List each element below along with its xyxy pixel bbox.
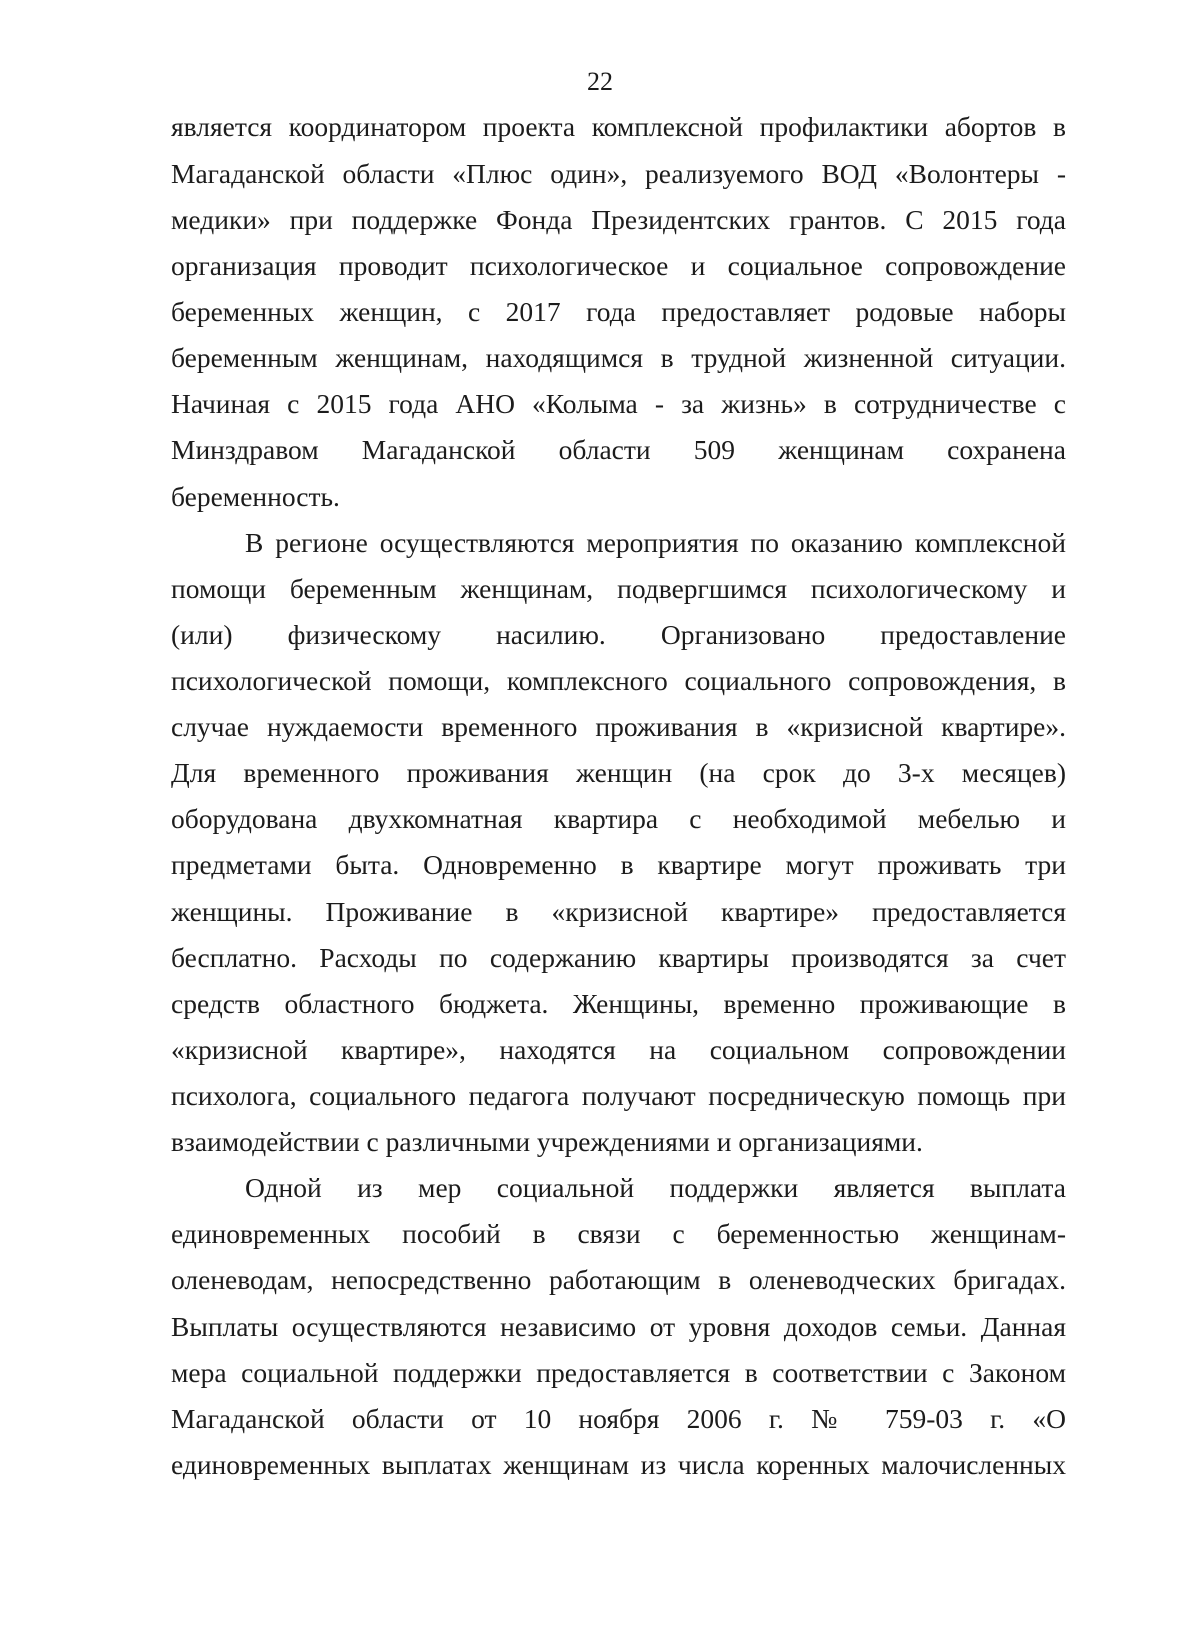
paragraph-2-line-13: психолога, социального педагога получают посредническую помощь при bbox=[171, 1080, 1066, 1111]
paragraph-2-line-2: помощи беременным женщинам, подвергшимся психологическому и bbox=[171, 573, 1066, 604]
paragraph-2-line-7: оборудована двухкомнатная квартира с необходимой мебелью и bbox=[171, 803, 1066, 834]
paragraph-2-line-6: Для временного проживания женщин (на срок до 3-х месяцев) bbox=[171, 757, 1066, 788]
paragraph-1-line-6: беременным женщинам, находящимся в трудной жизненной ситуации. bbox=[171, 342, 1066, 373]
paragraph-2-line-12: «кризисной квартире», находятся на социальном сопровождении bbox=[171, 1034, 1066, 1065]
paragraph-2-line-11: средств областного бюджета. Женщины, временно проживающие в bbox=[171, 988, 1066, 1019]
paragraph-1-line-3: медики» при поддержке Фонда Президентских грантов. С 2015 года bbox=[171, 204, 1066, 235]
paragraph-1-line-1: является координатором проекта комплексной профилактики абортов в bbox=[171, 111, 1066, 142]
paragraph-1-line-2: Магаданской области «Плюс один», реализуемого ВОД «Волонтеры - bbox=[171, 158, 1066, 189]
paragraph-3-line-6: Магаданской области от 10 ноября 2006 г. № 759-03 г. «О bbox=[171, 1403, 1066, 1434]
paragraph-1-line-4: организация проводит психологическое и социальное сопровождение bbox=[171, 250, 1066, 281]
paragraph-3-line-7: единовременных выплатах женщинам из числа коренных малочисленных bbox=[171, 1449, 1066, 1480]
paragraph-2-line-1: В регионе осуществляются мероприятия по оказанию комплексной bbox=[245, 527, 1066, 558]
paragraph-1-line-5: беременных женщин, с 2017 года предоставляет родовые наборы bbox=[171, 296, 1066, 327]
paragraph-1-line-9: беременность. bbox=[171, 481, 340, 512]
paragraph-3-line-2: единовременных пособий в связи с беременностью женщинам- bbox=[171, 1218, 1066, 1249]
paragraph-1-line-7: Начиная с 2015 года АНО «Колыма - за жизнь» в сотрудничестве с bbox=[171, 388, 1066, 419]
paragraph-2-line-4: психологической помощи, комплексного социального сопровождения, в bbox=[171, 665, 1066, 696]
paragraph-1-line-8: Минздравом Магаданской области 509 женщинам сохранена bbox=[171, 434, 1066, 465]
paragraph-2-line-3: (или) физическому насилию. Организовано предоставление bbox=[171, 619, 1066, 650]
paragraph-2-line-14: взаимодействии с различными учреждениями и организациями. bbox=[171, 1126, 923, 1157]
paragraph-2-line-5: случае нуждаемости временного проживания в «кризисной квартире». bbox=[171, 711, 1066, 742]
paragraph-3-line-5: мера социальной поддержки предоставляется в соответствии с Законом bbox=[171, 1357, 1066, 1388]
paragraph-3-line-1: Одной из мер социальной поддержки является выплата bbox=[245, 1172, 1066, 1203]
paragraph-2-line-9: женщины. Проживание в «кризисной квартире» предоставляется bbox=[171, 896, 1066, 927]
page-number: 22 bbox=[587, 67, 613, 96]
paragraph-3-line-3: оленеводам, непосредственно работающим в оленеводческих бригадах. bbox=[171, 1264, 1066, 1295]
paragraph-2-line-8: предметами быта. Одновременно в квартире могут проживать три bbox=[171, 849, 1066, 880]
paragraph-3-line-4: Выплаты осуществляются независимо от уровня доходов семьи. Данная bbox=[171, 1311, 1066, 1342]
paragraph-2-line-10: бесплатно. Расходы по содержанию квартиры производятся за счет bbox=[171, 942, 1066, 973]
